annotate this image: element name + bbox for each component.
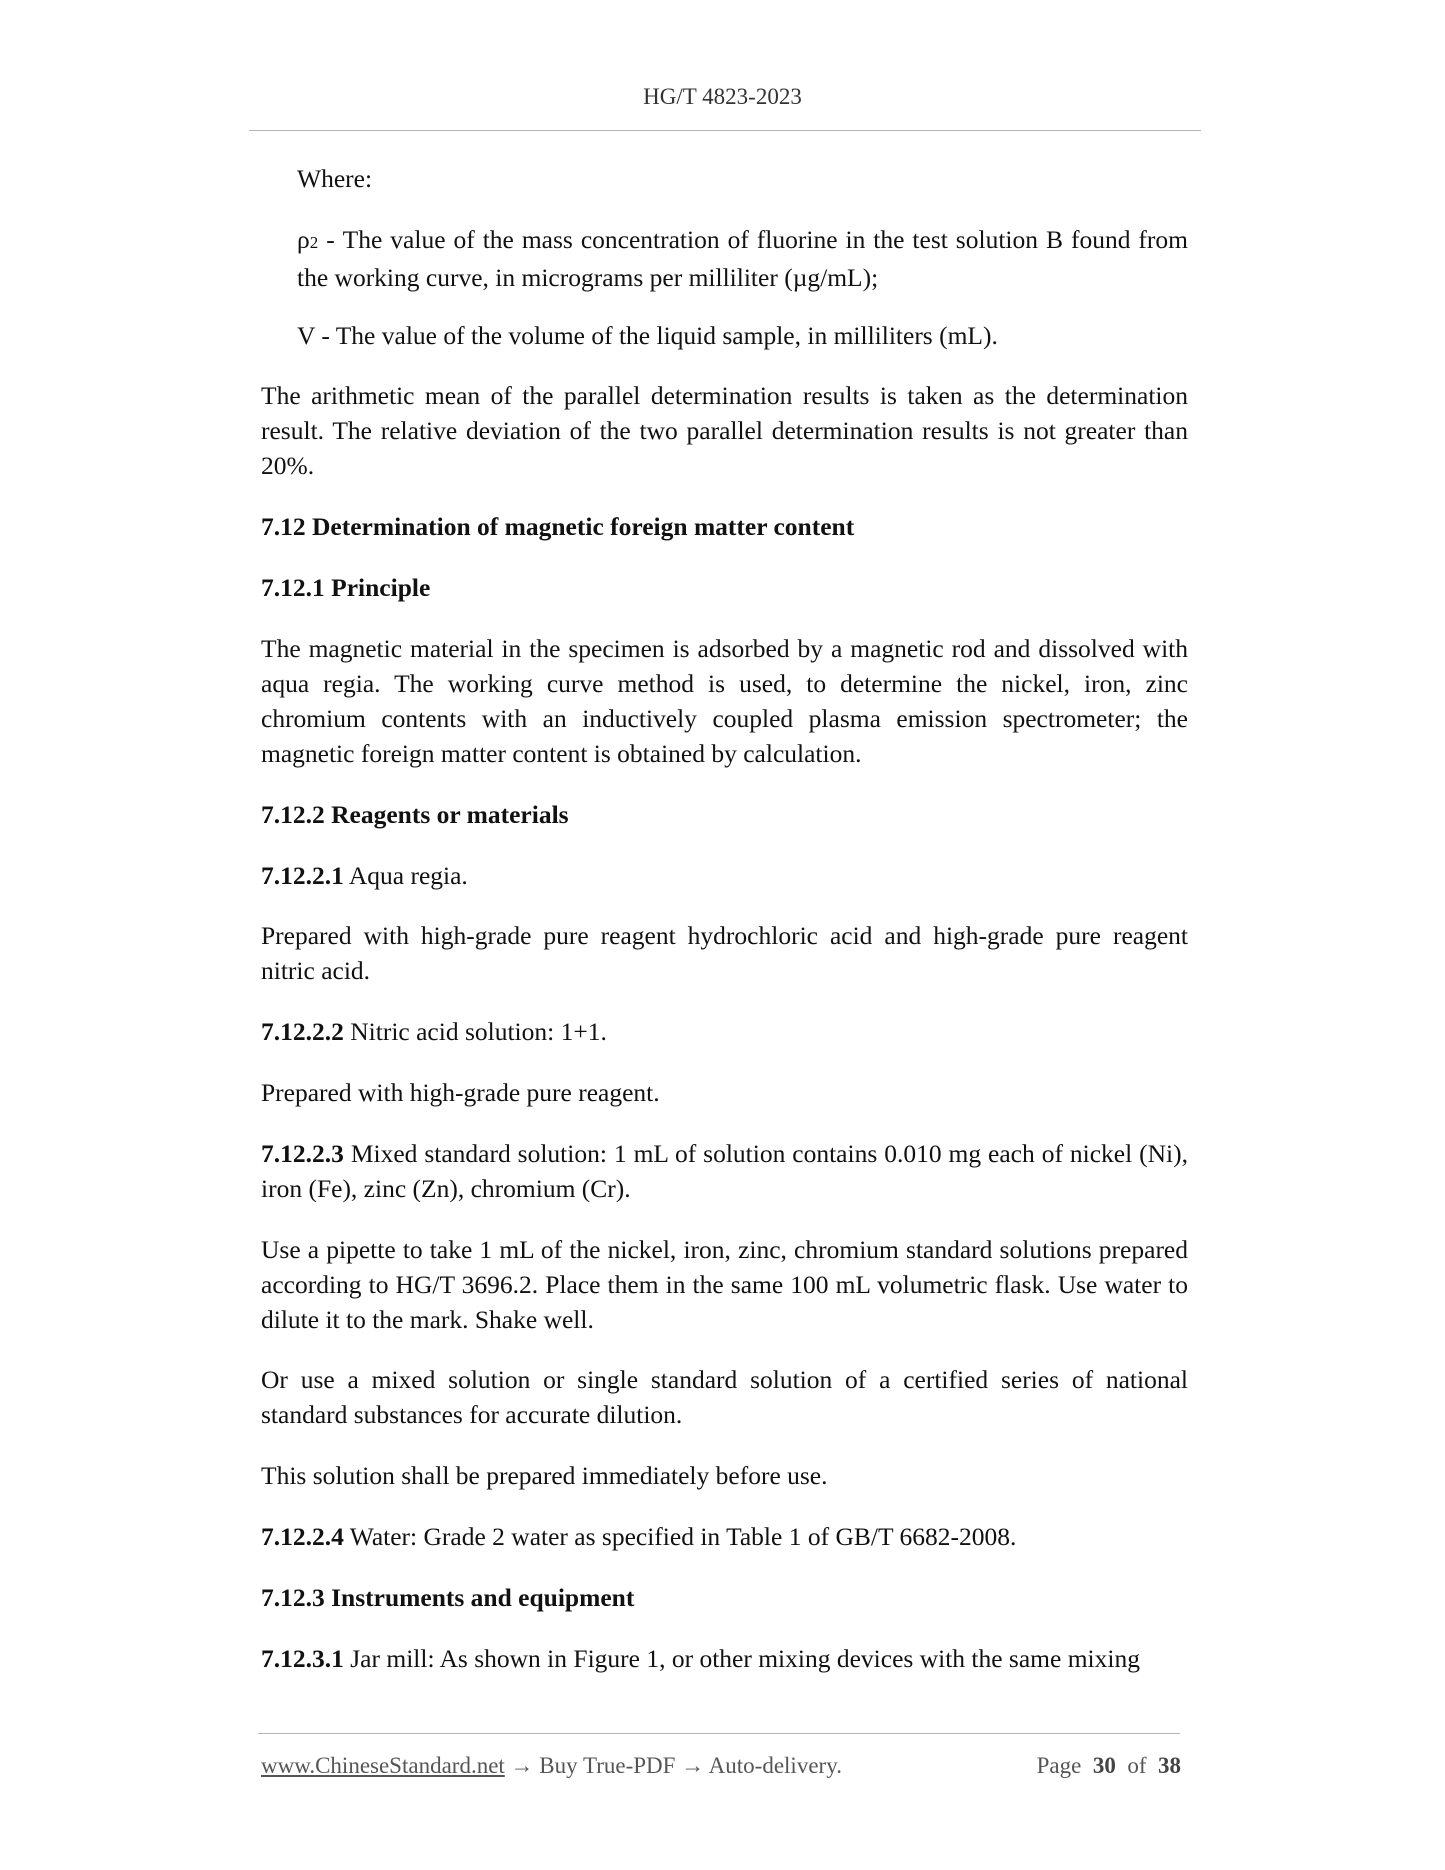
item-7-12-2-2 (261, 1014, 1188, 1049)
item-7-12-2-1 (261, 858, 1188, 893)
arrow-right-icon: → (675, 1753, 709, 1778)
rho2-definition (297, 222, 1188, 295)
heading-7-12: 7.12 Determination of magnetic foreign matter content (261, 512, 855, 541)
chinesestandard-link[interactable]: www.ChineseStandard.net (261, 1753, 505, 1778)
where-label: Where: (297, 164, 373, 193)
arrow-right-icon: → (504, 1753, 540, 1778)
heading-7-12-2: 7.12.2 Reagents or materials (261, 800, 569, 829)
page-label: Page (1036, 1753, 1082, 1778)
v-definition: V - The value of the volume of the liquid sample, in milliliters (mL). (297, 321, 998, 350)
pipette-paragraph: Use a pipette to take 1 mL of the nickel, iron, zinc, chromium standard solutions prepared according to HG/T 3696.2. Place them in the same 100 mL volumetric flask. Use water to dilute it to the mark. Shake well. (261, 1235, 1188, 1334)
of-label: of (1127, 1753, 1147, 1778)
item-7-12-3-1 (261, 1641, 1188, 1676)
footer-promo (261, 1753, 842, 1779)
item-7-12-2-3 (261, 1136, 1188, 1206)
header-divider (249, 130, 1201, 131)
item-7-12-2-4 (261, 1519, 1188, 1554)
page-counter (1037, 1753, 1181, 1779)
prepare-immediately-paragraph: This solution shall be prepared immediately before use. (261, 1461, 828, 1490)
rho-subscript: 2 (309, 233, 319, 252)
item-number: 7.12.2.4 (261, 1522, 344, 1551)
heading-7-12-1: 7.12.1 Principle (261, 573, 431, 602)
heading-7-12-3: 7.12.3 Instruments and equipment (261, 1583, 635, 1612)
nitric-acid-note: Prepared with high-grade pure reagent. (261, 1078, 660, 1107)
current-page-number: 30 (1092, 1753, 1116, 1778)
item-text: Nitric acid solution: 1+1. (343, 1017, 607, 1046)
auto-delivery-text: Auto-delivery. (708, 1753, 842, 1778)
item-number: 7.12.2.2 (261, 1017, 344, 1046)
item-text: Water: Grade 2 water as specified in Table 1 of GB/T 6682-2008. (343, 1522, 1017, 1551)
buy-true-pdf-text: Buy True-PDF (539, 1753, 676, 1778)
aqua-regia-note: Prepared with high-grade pure reagent hydrochloric acid and high-grade pure reagent nitric acid. (261, 921, 1188, 985)
item-text: Mixed standard solution: 1 mL of solution contains 0.010 mg each of nickel (Ni), iron (Fe), zinc (Zn), chromium (Cr). (261, 1139, 1188, 1203)
principle-paragraph: The magnetic material in the specimen is adsorbed by a magnetic rod and dissolved with aqua regia. The working curve method is used, to determine the nickel, iron, zinc chromium contents with an inductively coupled plasma emission spectrometer; the magnetic foreign matter content is obtained by calculation. (261, 634, 1188, 768)
page-header-doc-id: HG/T 4823-2023 (643, 84, 802, 109)
rho-symbol: ρ (297, 225, 310, 254)
item-text: Aqua regia. (343, 861, 468, 890)
certified-solution-paragraph: Or use a mixed solution or single standard solution of a certified series of national standard substances for accurate dilution. (261, 1365, 1188, 1429)
footer-divider (258, 1733, 1180, 1734)
arithmetic-mean-paragraph: The arithmetic mean of the parallel determination results is taken as the determination result. The relative deviation of the two parallel determination results is not greater than 20%. (261, 381, 1188, 480)
item-text: Jar mill: As shown in Figure 1, or other mixing devices with the same mixing (343, 1644, 1140, 1673)
total-pages-number: 38 (1158, 1753, 1181, 1778)
item-number: 7.12.3.1 (261, 1644, 344, 1673)
item-number: 7.12.2.1 (261, 861, 344, 890)
rho-definition-text: - The value of the mass concentration of fluorine in the test solution B found from the working curve, in micrograms per milliliter (µg/mL); (297, 225, 1188, 292)
item-number: 7.12.2.3 (261, 1139, 344, 1168)
